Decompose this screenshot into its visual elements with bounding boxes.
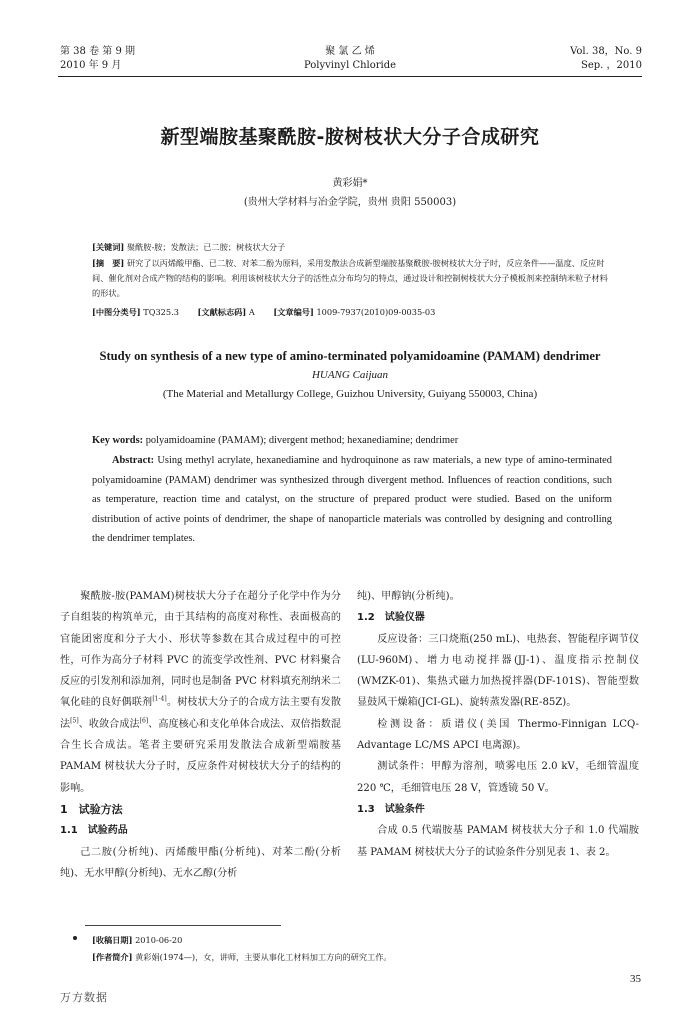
- watermark: 万方数据: [60, 991, 108, 1004]
- keywords-cn-label: [关键词]: [92, 242, 125, 252]
- author-en: HUANG Caijuan: [311, 369, 389, 381]
- body-right-column: [357, 586, 639, 863]
- instruments-paragraph: 反应设备：三口烧瓶(250 mL)、电热套、智能程序调节仪(LU-960M)、增力电动搅拌器(JJ-1)、温度指示控制仪(WMZK-01)、集热式磁力加热搅拌器(DF-101S)、智能型数显鼓风干燥箱(JCI-GL)、旋转蒸发器(RE-85Z)。: [357, 633, 639, 709]
- body-left-column: [60, 586, 341, 884]
- intro-paragraph: 聚酰胺-胺(PAMAM)树枝状大分子在超分子化学中作为分子自组装的构筑单元，由于其结构的高度对称性、表面极高的官能团密度和分子大小、形状等参数在其合成过程中的可控性，可作为高分子材料 PVC 的流变学改性剂、PVC 材料聚合反应的引发剂和添加剂，同时也是制备 PVC 材料填充剂纳米二氧化硅的良好偶联剂[1-4]。树枝状大分子的合成方法主要有发散法[5]、收敛合成法[6]、高度核心和支化单体合成法、双倍指数混合生长合成法。笔者主要研究采用发散法合成新型端胺基 PAMAM 树枝状大分子时，反应条件对树枝状大分子的结构的影响。: [60, 591, 342, 794]
- detection-paragraph: 检测设备：质谱仪(美国 Thermo-Finnigan LCQ-Advantage LC/MS APCI 电离源)。: [357, 718, 639, 752]
- header-left: [60, 45, 135, 73]
- article-no-value: 1009-7937(2010)09-0035-03: [316, 307, 436, 317]
- keywords-cn: [92, 240, 612, 255]
- section-heading-methods: 1 试验方法: [60, 802, 123, 816]
- footnote-bullet: [73, 936, 77, 940]
- affiliation-en: (The Material and Metallurgy College, Guizhou University, Guiyang 550003, China): [162, 388, 538, 400]
- reagents-continued: 纯)、甲醇钠(分析纯)。: [357, 591, 460, 602]
- title-en: Study on synthesis of a new type of amino-terminated polyamidoamine (PAMAM) dendrimer: [99, 349, 601, 363]
- footnote-divider: [85, 925, 281, 926]
- header-journal-en: Polyvinyl Chloride: [303, 60, 397, 71]
- header-volume-en: Vol. 38，No. 9: [570, 46, 642, 57]
- keywords-en-label: Key words:: [92, 435, 144, 446]
- header-volume-cn: 第 38 卷 第 9 期: [60, 46, 135, 57]
- abstract-en-label: Abstract:: [112, 455, 155, 466]
- doc-code-label: [文献标志码]: [197, 307, 247, 317]
- author-cn: 黄彩娟*: [332, 178, 368, 189]
- header-center: [250, 45, 450, 73]
- citation-1-4: [1-4]: [152, 696, 167, 704]
- page-number: 35: [630, 973, 641, 985]
- test-conditions-paragraph: 测试条件：甲醇为溶剂，喷雾电压 2.0 kV，毛细管温度 220 ℃，毛细管电压 28 V，管透镜 50 V。: [357, 761, 639, 794]
- subsection-heading-reagents: 1.1 试验药品: [60, 825, 128, 837]
- article-no-label: [文章编号]: [273, 307, 314, 317]
- header-date-en: Sep. ，2010: [581, 60, 642, 71]
- affiliation-cn: (贵州大学材料与冶金学院，贵州 贵阳 550003): [243, 197, 457, 208]
- header-date-cn: 2010 年 9 月: [60, 60, 122, 71]
- abstract-en: [92, 451, 612, 549]
- title-cn: 新型端胺基聚酰胺-胺树枝状大分子合成研究: [160, 126, 540, 148]
- subsection-heading-conditions: 1.3 试验条件: [357, 803, 425, 815]
- clc-label: [中图分类号]: [92, 307, 141, 317]
- reagents-paragraph: 己二胺(分析纯)、丙烯酸甲酯(分析纯)、对苯二酚(分析纯)、无水甲醇(分析纯)、无水乙醇(分析: [60, 846, 341, 879]
- clc-value: TQ325.3: [143, 307, 179, 317]
- conditions-paragraph: 合成 0.5 代端胺基 PAMAM 树枝状大分子和 1.0 代端胺基 PAMAM 树枝状大分子的试验条件分别见表 1、表 2。: [357, 825, 639, 858]
- abstract-en-text: Using methyl acrylate, hexanediamine and hydroquinone as raw materials, a new type of amino-terminated polyamidoamine (PAMAM) dendrimer was synthesized through divergent method. Influences of reaction conditions, such as temperature, reaction time and catalyst, on the structure of prepared product were studied. Based on the uniform distribution of active points of dendrimer, the shape of nanoparticle materials was controlled by designing and controlling the dendrimer templates.: [92, 455, 612, 544]
- header-divider: [58, 76, 642, 77]
- subsection-heading-instruments: 1.2 试验仪器: [357, 612, 425, 624]
- keywords-en: [92, 431, 612, 451]
- keywords-en-text: polyamidoamine (PAMAM); divergent method; hexanediamine; dendrimer: [143, 435, 459, 446]
- keywords-cn-text: 聚酰胺-胺；发散法；已二胺；树枝状大分子: [124, 242, 286, 252]
- citation-6: [6]: [139, 717, 149, 725]
- doc-code-value: A: [248, 307, 255, 317]
- author-bio: [作者简介] 黄彩娟(1974—)，女，讲师，主要从事化工材料加工方向的研究工作。: [92, 952, 392, 962]
- abstract-cn: [92, 256, 612, 301]
- abstract-cn-label: [摘 要]: [92, 258, 125, 268]
- received-date: [收稿日期] 2010-06-20: [92, 935, 183, 945]
- abstract-cn-text: 研究了以丙烯酸甲酯、已二胺、对苯二酚为原料，采用发散法合成新型端胺基聚酰胺-胺树枝状大分子时，反应条件——温度、反应时间、催化剂对合成产物的结构的影响。利用该树枝状大分子的活性点分布均匀的特点，通过设计和控制树枝状大分子模板剂来控制纳米粒子材料的形状。: [92, 258, 608, 298]
- header-journal-cn: 聚 氯 乙 烯: [325, 46, 375, 57]
- classification-line: [92, 305, 612, 320]
- citation-5: [5]: [70, 717, 79, 725]
- header-right: [570, 45, 642, 73]
